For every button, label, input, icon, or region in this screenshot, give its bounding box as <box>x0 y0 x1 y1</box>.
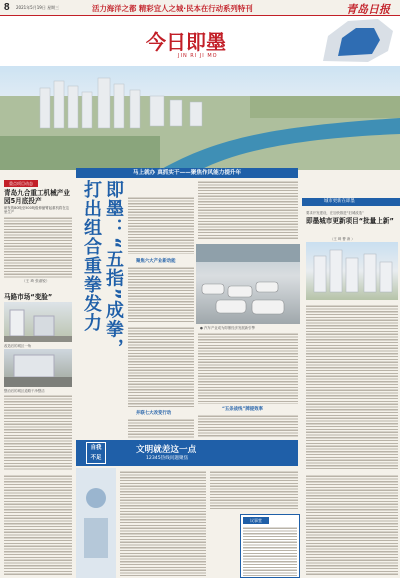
center-body-top-2 <box>198 180 298 240</box>
section-header <box>0 16 400 66</box>
car-photo-caption: ● 汽车产业成为即墨经济发展新引擎 <box>200 326 255 330</box>
right-headline: 即墨城市更新项目“批量上新” <box>306 217 394 225</box>
left-byline: （王 琦 张淑锐） <box>22 279 50 283</box>
column-title-bar: 议事堂 <box>243 517 269 524</box>
page-number: 8 <box>4 2 10 13</box>
left-photo-1 <box>4 302 72 342</box>
center-body-mid <box>128 266 194 322</box>
hero-photo <box>0 66 400 170</box>
bottom-subhead: 12345热线问题聚焦 <box>146 456 189 461</box>
main-headline: 即墨：“五指”成拳，打出组合重拳发力 <box>81 180 124 358</box>
hero-strip <box>76 168 298 178</box>
center-subhead-3: “五条战线”牌提效率 <box>222 407 263 412</box>
left-photo-2-caption: 整治后的城区道路干净整洁 <box>4 389 45 393</box>
center-subhead-2: 并联七大改变行动 <box>136 411 172 416</box>
center-body-bottom-right <box>198 332 298 404</box>
right-article-body <box>306 304 398 470</box>
bottom-body-1 <box>120 470 206 576</box>
right-byline: （王 琦 曹 涛 ） <box>330 237 355 241</box>
section-title: 今日即墨 <box>146 30 226 54</box>
right-tag: 城市更新在即墨 <box>302 198 400 206</box>
banner-title: 活力海洋之都 精彩宜人之城·民本在行动系列特刊 <box>92 4 253 13</box>
right-intro: 要求开发建设，在加快推进“旧城改造” <box>306 211 364 215</box>
column-body <box>243 526 297 576</box>
center-body-bottom-left-2 <box>128 418 194 438</box>
bottom-right-body <box>306 474 398 576</box>
left-photo-2 <box>4 349 72 387</box>
bottom-illustration <box>76 468 116 578</box>
section-pinyin: JIN RI JI MO <box>178 53 218 59</box>
left-photo-1-caption: 改造后的城区一角 <box>4 344 32 348</box>
bottom-banner <box>76 440 298 466</box>
main-headline-box <box>80 180 124 376</box>
car-factory-photo <box>196 244 300 324</box>
column-box <box>240 514 300 578</box>
center-subhead-1: 聚焦六大产业新动能 <box>136 259 176 264</box>
left-subhead: 研发的80吨至500吨级伸缩臂起重机将在这里生产 <box>4 206 70 215</box>
map-graphic <box>308 16 400 66</box>
bottom-headline: 文明就差这一点 <box>136 445 197 455</box>
center-body-bottom-right-2 <box>198 414 298 438</box>
left-column <box>0 178 76 472</box>
date-line: 2021年5月19日 星期三 <box>16 5 60 10</box>
masthead <box>0 0 400 16</box>
right-column <box>302 178 400 472</box>
center-body-top <box>128 196 194 254</box>
bottom-body-2 <box>210 470 298 510</box>
left-article-body-2 <box>4 394 72 470</box>
left-tag: 重点项目动态 <box>4 180 38 187</box>
left-headline: 青岛九合重工机械产业园5月底投产 <box>4 189 70 205</box>
hero-strip-text: 马上就办 真抓实干——聚焦作风能力提升年 <box>132 170 242 176</box>
left-image-headline: 马路市场“变脸” <box>4 293 53 301</box>
center-body-bottom-left <box>128 326 194 408</box>
bottom-badge: 自我 不足 <box>86 442 106 464</box>
left-article-body <box>4 216 72 278</box>
right-photo <box>306 242 398 300</box>
newspaper-logo: 青岛日报 <box>346 3 390 16</box>
bottom-left-body <box>4 474 72 576</box>
